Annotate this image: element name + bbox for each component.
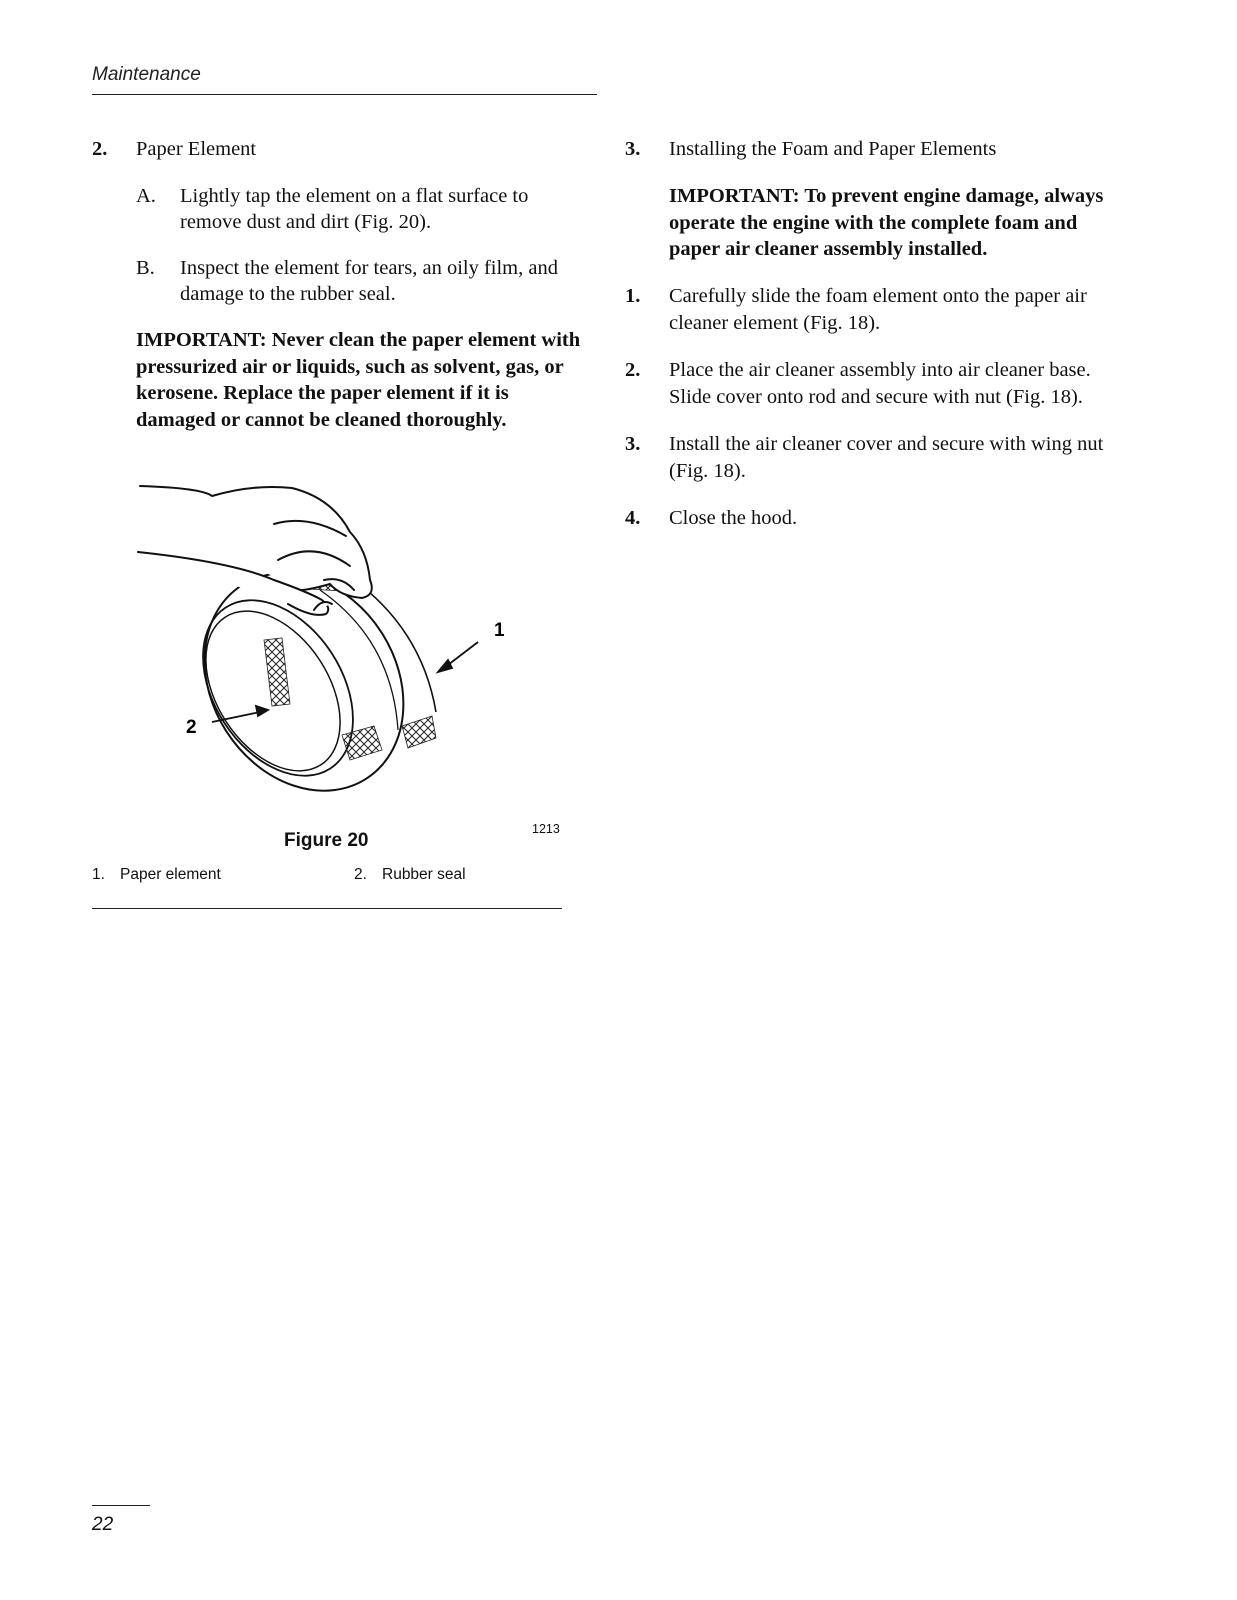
figure-20 bbox=[92, 480, 572, 920]
step-number: 3. bbox=[625, 432, 641, 455]
important-note: IMPORTANT: Never clean the paper element with pressurized air or liquids, such as solvent, gas, or kerosene. Replace the paper element if it is damaged or cannot be cleaned thoroughly. bbox=[136, 329, 581, 431]
footer-divider bbox=[92, 1505, 150, 1506]
step-title: Installing the Foam and Paper Elements bbox=[669, 138, 997, 160]
caption-number: 2. bbox=[354, 866, 367, 883]
install-step-1 bbox=[625, 283, 1115, 337]
caption-text: Rubber seal bbox=[382, 866, 466, 883]
install-step-4 bbox=[625, 505, 1115, 532]
substep-a bbox=[92, 183, 582, 235]
step-number: 3. bbox=[625, 138, 641, 160]
step-number: 2. bbox=[92, 138, 108, 160]
substep-letter: A. bbox=[136, 185, 156, 207]
substep-text: Inspect the element for tears, an oily film, and damage to the rubber seal. bbox=[180, 257, 558, 305]
step-number: 1. bbox=[625, 284, 641, 307]
substep-b bbox=[92, 255, 582, 307]
page-number: 22 bbox=[92, 1514, 114, 1535]
callout-2: 2 bbox=[186, 717, 197, 738]
figure-caption-1 bbox=[92, 866, 221, 884]
right-column bbox=[625, 136, 1115, 552]
section-title: Maintenance bbox=[92, 64, 201, 85]
callout-1: 1 bbox=[494, 620, 505, 641]
step-number: 2. bbox=[625, 358, 641, 381]
substep-text: Lightly tap the element on a flat surface to remove dust and dirt (Fig. 20). bbox=[180, 185, 529, 233]
step-text: Install the air cleaner cover and secure with wing nut (Fig. 18). bbox=[669, 432, 1104, 482]
step-number: 4. bbox=[625, 506, 641, 529]
step-text: Carefully slide the foam element onto the paper air cleaner element (Fig. 18). bbox=[669, 284, 1087, 334]
figure-title: Figure 20 bbox=[284, 830, 369, 851]
step-title: Paper Element bbox=[136, 138, 257, 160]
step-text: Close the hood. bbox=[669, 506, 798, 529]
step-text: Place the air cleaner assembly into air cleaner base. Slide cover onto rod and secure with nut (Fig. 18). bbox=[669, 358, 1091, 408]
substep-letter: B. bbox=[136, 257, 155, 279]
figure-caption-2 bbox=[354, 866, 466, 884]
install-step-2 bbox=[625, 357, 1115, 411]
page-header bbox=[92, 64, 597, 95]
step-install-heading bbox=[625, 136, 1115, 163]
install-step-3 bbox=[625, 431, 1115, 485]
important-note: IMPORTANT: To prevent engine damage, always operate the engine with the complete foam and paper air cleaner assembly installed. bbox=[669, 185, 1104, 260]
step-paper-element bbox=[92, 136, 582, 163]
caption-text: Paper element bbox=[120, 866, 221, 883]
left-column bbox=[92, 136, 582, 453]
paper-element-illustration bbox=[92, 480, 572, 820]
figure-divider bbox=[92, 908, 562, 909]
figure-code: 1213 bbox=[532, 822, 560, 836]
caption-number: 1. bbox=[92, 866, 105, 883]
